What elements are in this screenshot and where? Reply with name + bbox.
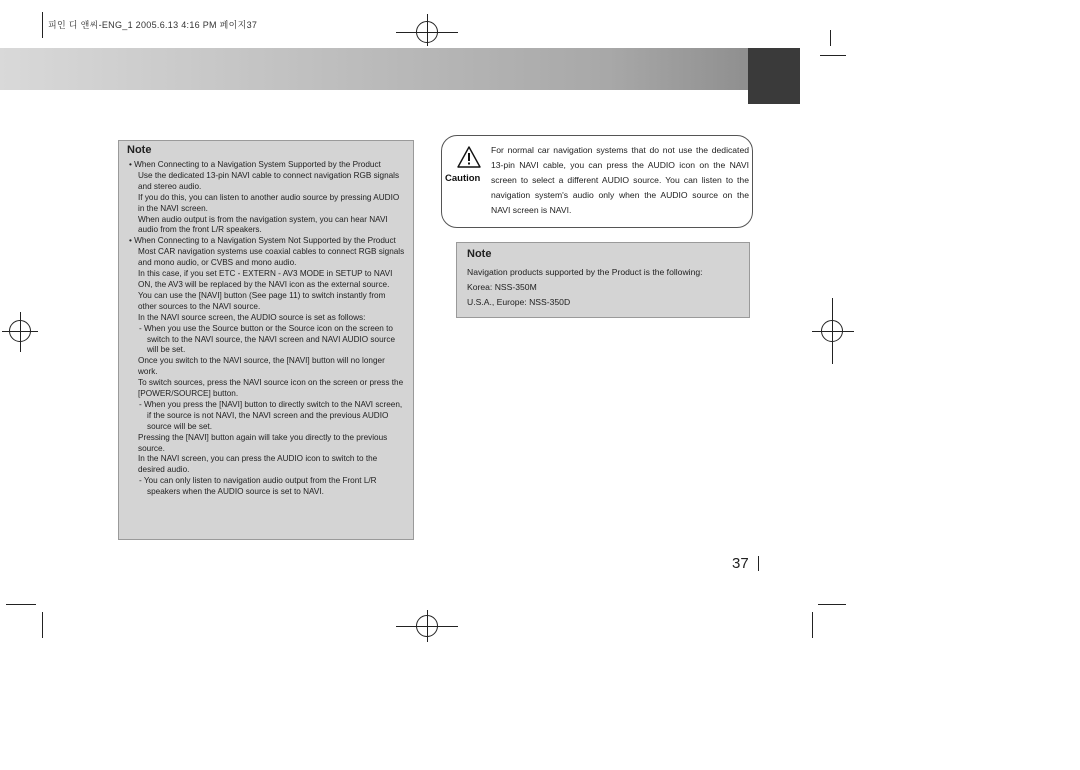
note-paragraph: You can use the [NAVI] button (See page 11) to switch instantly from other sources to the NAVI source.: [138, 290, 386, 311]
caution-text: For normal car navigation systems that do not use the dedicated 13-pin NAVI cable, you can press the AUDIO icon on the NAVI screen to select a different AUDIO source. You can listen to the navigation system's audio only when the AUDIO source on the NAVI screen is NAVI.: [491, 145, 749, 215]
note-paragraph: - When you press the [NAVI] button to directly switch to the NAVI screen, if the source is not NAVI, the NAVI screen and the previous AUDIO source will be set.: [139, 399, 403, 431]
note-paragraph: Use the dedicated 13-pin NAVI cable to connect navigation RGB signals and stereo audio.: [138, 170, 400, 191]
note-paragraph: - When you use the Source button or the Source icon on the screen to switch to the NAVI source, the NAVI screen and NAVI AUDIO source will be set.: [139, 323, 396, 355]
note-line: U.S.A., Europe: NSS-350D: [467, 297, 571, 307]
note-line: Navigation products supported by the Product is the following:: [467, 267, 703, 277]
note-paragraph: In the NAVI source screen, the AUDIO source is set as follows:: [138, 312, 366, 322]
caution-box: [441, 135, 753, 228]
header-band: [0, 48, 760, 90]
note-paragraph: In the NAVI screen, you can press the AUDIO icon to switch to the desired audio.: [138, 454, 378, 475]
chapter-tab: [748, 48, 800, 104]
page-number-divider: [758, 556, 759, 571]
note-paragraph: Most CAR navigation systems use coaxial cables to connect RGB signals and mono audio, or CVBS and mono audio.: [138, 247, 405, 268]
note-paragraph: • When Connecting to a Navigation System Not Supported by the Product: [129, 236, 396, 246]
note-paragraph: Pressing the [NAVI] button again will take you directly to the previous source.: [138, 432, 388, 453]
note-paragraph: If you do this, you can listen to another audio source by pressing AUDIO in the NAVI screen.: [138, 192, 400, 213]
print-header: 피인 디 앤씨-ENG_1 2005.6.13 4:16 PM 페이지37: [48, 20, 258, 30]
note-paragraph: When audio output is from the navigation system, you can hear NAVI audio from the front L/R speakers.: [138, 214, 388, 235]
note-box-left: [118, 140, 414, 540]
note-paragraph: In this case, if you set ETC - EXTERN - AV3 MODE in SETUP to NAVI ON, the AV3 will be replaced by the NAVI icon as the external source.: [138, 269, 393, 289]
note-paragraph: • When Connecting to a Navigation System Supported by the Product: [129, 160, 381, 169]
note-paragraph: To switch sources, press the NAVI source icon on the screen or press the [POWER/SOURCE] button.: [138, 378, 404, 399]
caution-label: Caution: [445, 173, 481, 184]
note-box-right: [456, 242, 750, 318]
note-line: Korea: NSS-350M: [467, 282, 537, 292]
warning-triangle-icon: [457, 145, 481, 169]
note-title: Note: [467, 248, 492, 260]
note-title: Note: [127, 144, 152, 156]
note-paragraph: Once you switch to the NAVI source, the [NAVI] button will no longer work.: [138, 356, 385, 377]
page-number: 37: [732, 555, 749, 572]
note-paragraph: - You can only listen to navigation audio output from the Front L/R speakers when the AUDIO source is set to NAVI.: [139, 476, 377, 497]
